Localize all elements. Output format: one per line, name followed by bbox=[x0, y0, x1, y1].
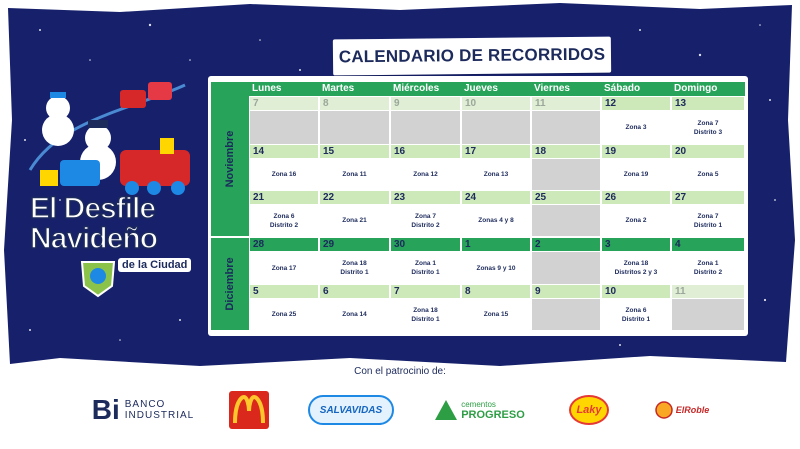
event-label: Zona 1 Distrito 1 bbox=[411, 260, 440, 276]
event-cell bbox=[602, 159, 670, 190]
empty-day-cell bbox=[250, 111, 318, 144]
weekday-header: Martes bbox=[322, 83, 355, 94]
day-number: 2 bbox=[532, 238, 600, 251]
event-cell bbox=[320, 299, 389, 330]
empty-day-cell bbox=[532, 159, 600, 190]
event-cell bbox=[462, 159, 530, 190]
event-cell bbox=[672, 111, 744, 144]
empty-day-cell bbox=[532, 205, 600, 236]
day-number: 10 bbox=[462, 97, 530, 110]
day-number: 25 bbox=[532, 191, 600, 204]
event-label: Zona 3 bbox=[625, 124, 647, 131]
event-cell bbox=[391, 299, 460, 330]
month-label-noviembre: Noviembre bbox=[211, 82, 249, 236]
mcdonalds-logo-icon bbox=[229, 391, 269, 429]
bi-name-line1: BANCO bbox=[124, 399, 166, 410]
event-cell bbox=[250, 205, 318, 236]
day-number: 4 bbox=[672, 238, 744, 251]
day-number: 11 bbox=[532, 97, 600, 110]
event-label: Zona 11 bbox=[342, 171, 367, 178]
event-label: Zona 19 bbox=[623, 171, 649, 178]
event-label: Zonas 9 y 10 bbox=[476, 264, 516, 272]
event-cell bbox=[602, 205, 670, 236]
cementos-line1: cementos bbox=[461, 400, 496, 409]
day-number: 3 bbox=[602, 238, 670, 251]
day-number: 5 bbox=[250, 285, 318, 298]
day-number: 14 bbox=[250, 145, 318, 158]
progreso-triangle-icon bbox=[434, 399, 458, 421]
event-label: Zona 12 bbox=[413, 171, 438, 178]
el-roble-name: ElRoble bbox=[675, 405, 710, 415]
event-label: Zona 18 Distritos 2 y 3 bbox=[614, 260, 658, 276]
day-number: 30 bbox=[391, 238, 460, 251]
event-cell bbox=[672, 205, 744, 236]
logo-subtitle: de la Ciudad bbox=[118, 258, 191, 272]
event-label: Zona 5 bbox=[697, 171, 719, 178]
city-crest-icon bbox=[78, 258, 118, 298]
event-cell bbox=[462, 252, 530, 284]
day-number: 15 bbox=[320, 145, 389, 158]
event-cell bbox=[462, 205, 530, 236]
day-number: 19 bbox=[602, 145, 670, 158]
route-calendar bbox=[208, 76, 748, 336]
event-label: Zona 6 Distrito 2 bbox=[269, 212, 299, 229]
bi-name-line2: INDUSTRIAL bbox=[124, 410, 195, 421]
day-number: 1 bbox=[462, 238, 530, 251]
weekday-header: Jueves bbox=[464, 83, 498, 94]
day-number: 16 bbox=[391, 145, 460, 158]
desfile-navideno-logo bbox=[20, 80, 205, 310]
event-cell bbox=[462, 299, 530, 330]
event-label: Zona 25 bbox=[271, 311, 297, 318]
event-label: Zona 14 bbox=[342, 311, 367, 318]
event-label: Zona 21 bbox=[342, 217, 367, 224]
event-cell bbox=[250, 159, 318, 190]
day-number: 22 bbox=[320, 191, 389, 204]
event-label: Zona 16 bbox=[271, 171, 297, 178]
empty-day-cell bbox=[532, 111, 600, 144]
event-label: Zona 7 Distrito 1 bbox=[693, 212, 723, 229]
day-number: 23 bbox=[391, 191, 460, 204]
event-cell bbox=[250, 252, 318, 284]
day-number: 28 bbox=[250, 238, 318, 251]
event-label: Zona 6 Distrito 1 bbox=[621, 306, 651, 323]
event-cell bbox=[320, 159, 389, 190]
sponsor-cementos-progreso bbox=[432, 390, 527, 430]
event-cell bbox=[602, 252, 670, 284]
day-number: 10 bbox=[602, 285, 670, 298]
weekday-header: Miércoles bbox=[393, 83, 440, 94]
event-cell bbox=[320, 252, 389, 284]
event-cell bbox=[320, 205, 389, 236]
weekday-header: Lunes bbox=[252, 83, 282, 94]
weekday-header: Sábado bbox=[604, 83, 641, 94]
empty-day-cell bbox=[672, 299, 744, 330]
laky-name: Laky bbox=[576, 404, 602, 416]
day-number: 7 bbox=[391, 285, 460, 298]
empty-day-cell bbox=[320, 111, 389, 144]
event-label: Zona 13 bbox=[483, 171, 509, 178]
event-cell bbox=[672, 159, 744, 190]
month-label-diciembre: Diciembre bbox=[211, 238, 249, 330]
event-cell bbox=[602, 111, 670, 144]
sponsor-label: Con el patrocinio de: bbox=[354, 366, 446, 377]
page-title: CALENDARIO DE RECORRIDOS bbox=[338, 44, 606, 67]
sponsor-banco-industrial bbox=[88, 390, 198, 430]
day-number: 9 bbox=[532, 285, 600, 298]
salvavidas-name: SALVAVIDAS bbox=[319, 404, 383, 416]
empty-day-cell bbox=[462, 111, 530, 144]
day-number: 21 bbox=[250, 191, 318, 204]
empty-day-cell bbox=[532, 299, 600, 330]
cementos-line2: PROGRESO bbox=[461, 409, 525, 421]
day-number: 8 bbox=[320, 97, 389, 110]
event-label: Zona 7 Distrito 2 bbox=[411, 212, 440, 229]
sponsor-laky bbox=[568, 390, 610, 430]
event-cell bbox=[250, 299, 318, 330]
title-card bbox=[333, 37, 611, 76]
logo-title-line2: Navideño bbox=[30, 222, 158, 255]
day-number: 7 bbox=[250, 97, 318, 110]
day-number: 9 bbox=[391, 97, 460, 110]
day-number: 13 bbox=[672, 97, 744, 110]
weekday-header: Viernes bbox=[534, 83, 570, 94]
bi-mark: Bi bbox=[91, 394, 120, 425]
day-number: 26 bbox=[602, 191, 670, 204]
day-number: 29 bbox=[320, 238, 389, 251]
day-number: 11 bbox=[672, 285, 744, 298]
event-cell bbox=[602, 299, 670, 330]
day-number: 20 bbox=[672, 145, 744, 158]
empty-day-cell bbox=[532, 252, 600, 284]
event-cell bbox=[391, 205, 460, 236]
day-number: 6 bbox=[320, 285, 389, 298]
sponsor-salvavidas bbox=[308, 390, 394, 430]
event-label: Zona 18 Distrito 1 bbox=[411, 306, 440, 323]
sponsor-el-roble bbox=[654, 390, 710, 430]
weekday-header: Domingo bbox=[674, 83, 718, 94]
el-roble-emblem-icon bbox=[655, 401, 673, 419]
event-label: Zona 1 Distrito 2 bbox=[693, 260, 723, 276]
event-label: Zona 15 bbox=[483, 311, 509, 318]
day-number: 17 bbox=[462, 145, 530, 158]
event-cell bbox=[391, 252, 460, 284]
event-label: Zona 18 Distrito 1 bbox=[340, 260, 369, 276]
day-number: 12 bbox=[602, 97, 670, 110]
day-number: 24 bbox=[462, 191, 530, 204]
empty-day-cell bbox=[391, 111, 460, 144]
event-cell bbox=[672, 252, 744, 284]
sponsor-mcdonalds bbox=[228, 390, 270, 430]
logo-title-line1: El Desfile bbox=[30, 192, 156, 225]
event-label: Zonas 4 y 8 bbox=[478, 217, 514, 224]
day-number: 8 bbox=[462, 285, 530, 298]
day-number: 18 bbox=[532, 145, 600, 158]
event-cell bbox=[391, 159, 460, 190]
event-label: Zona 7 Distrito 3 bbox=[693, 119, 723, 136]
event-label: Zona 17 bbox=[271, 264, 297, 272]
event-label: Zona 2 bbox=[625, 217, 647, 224]
day-number: 27 bbox=[672, 191, 744, 204]
